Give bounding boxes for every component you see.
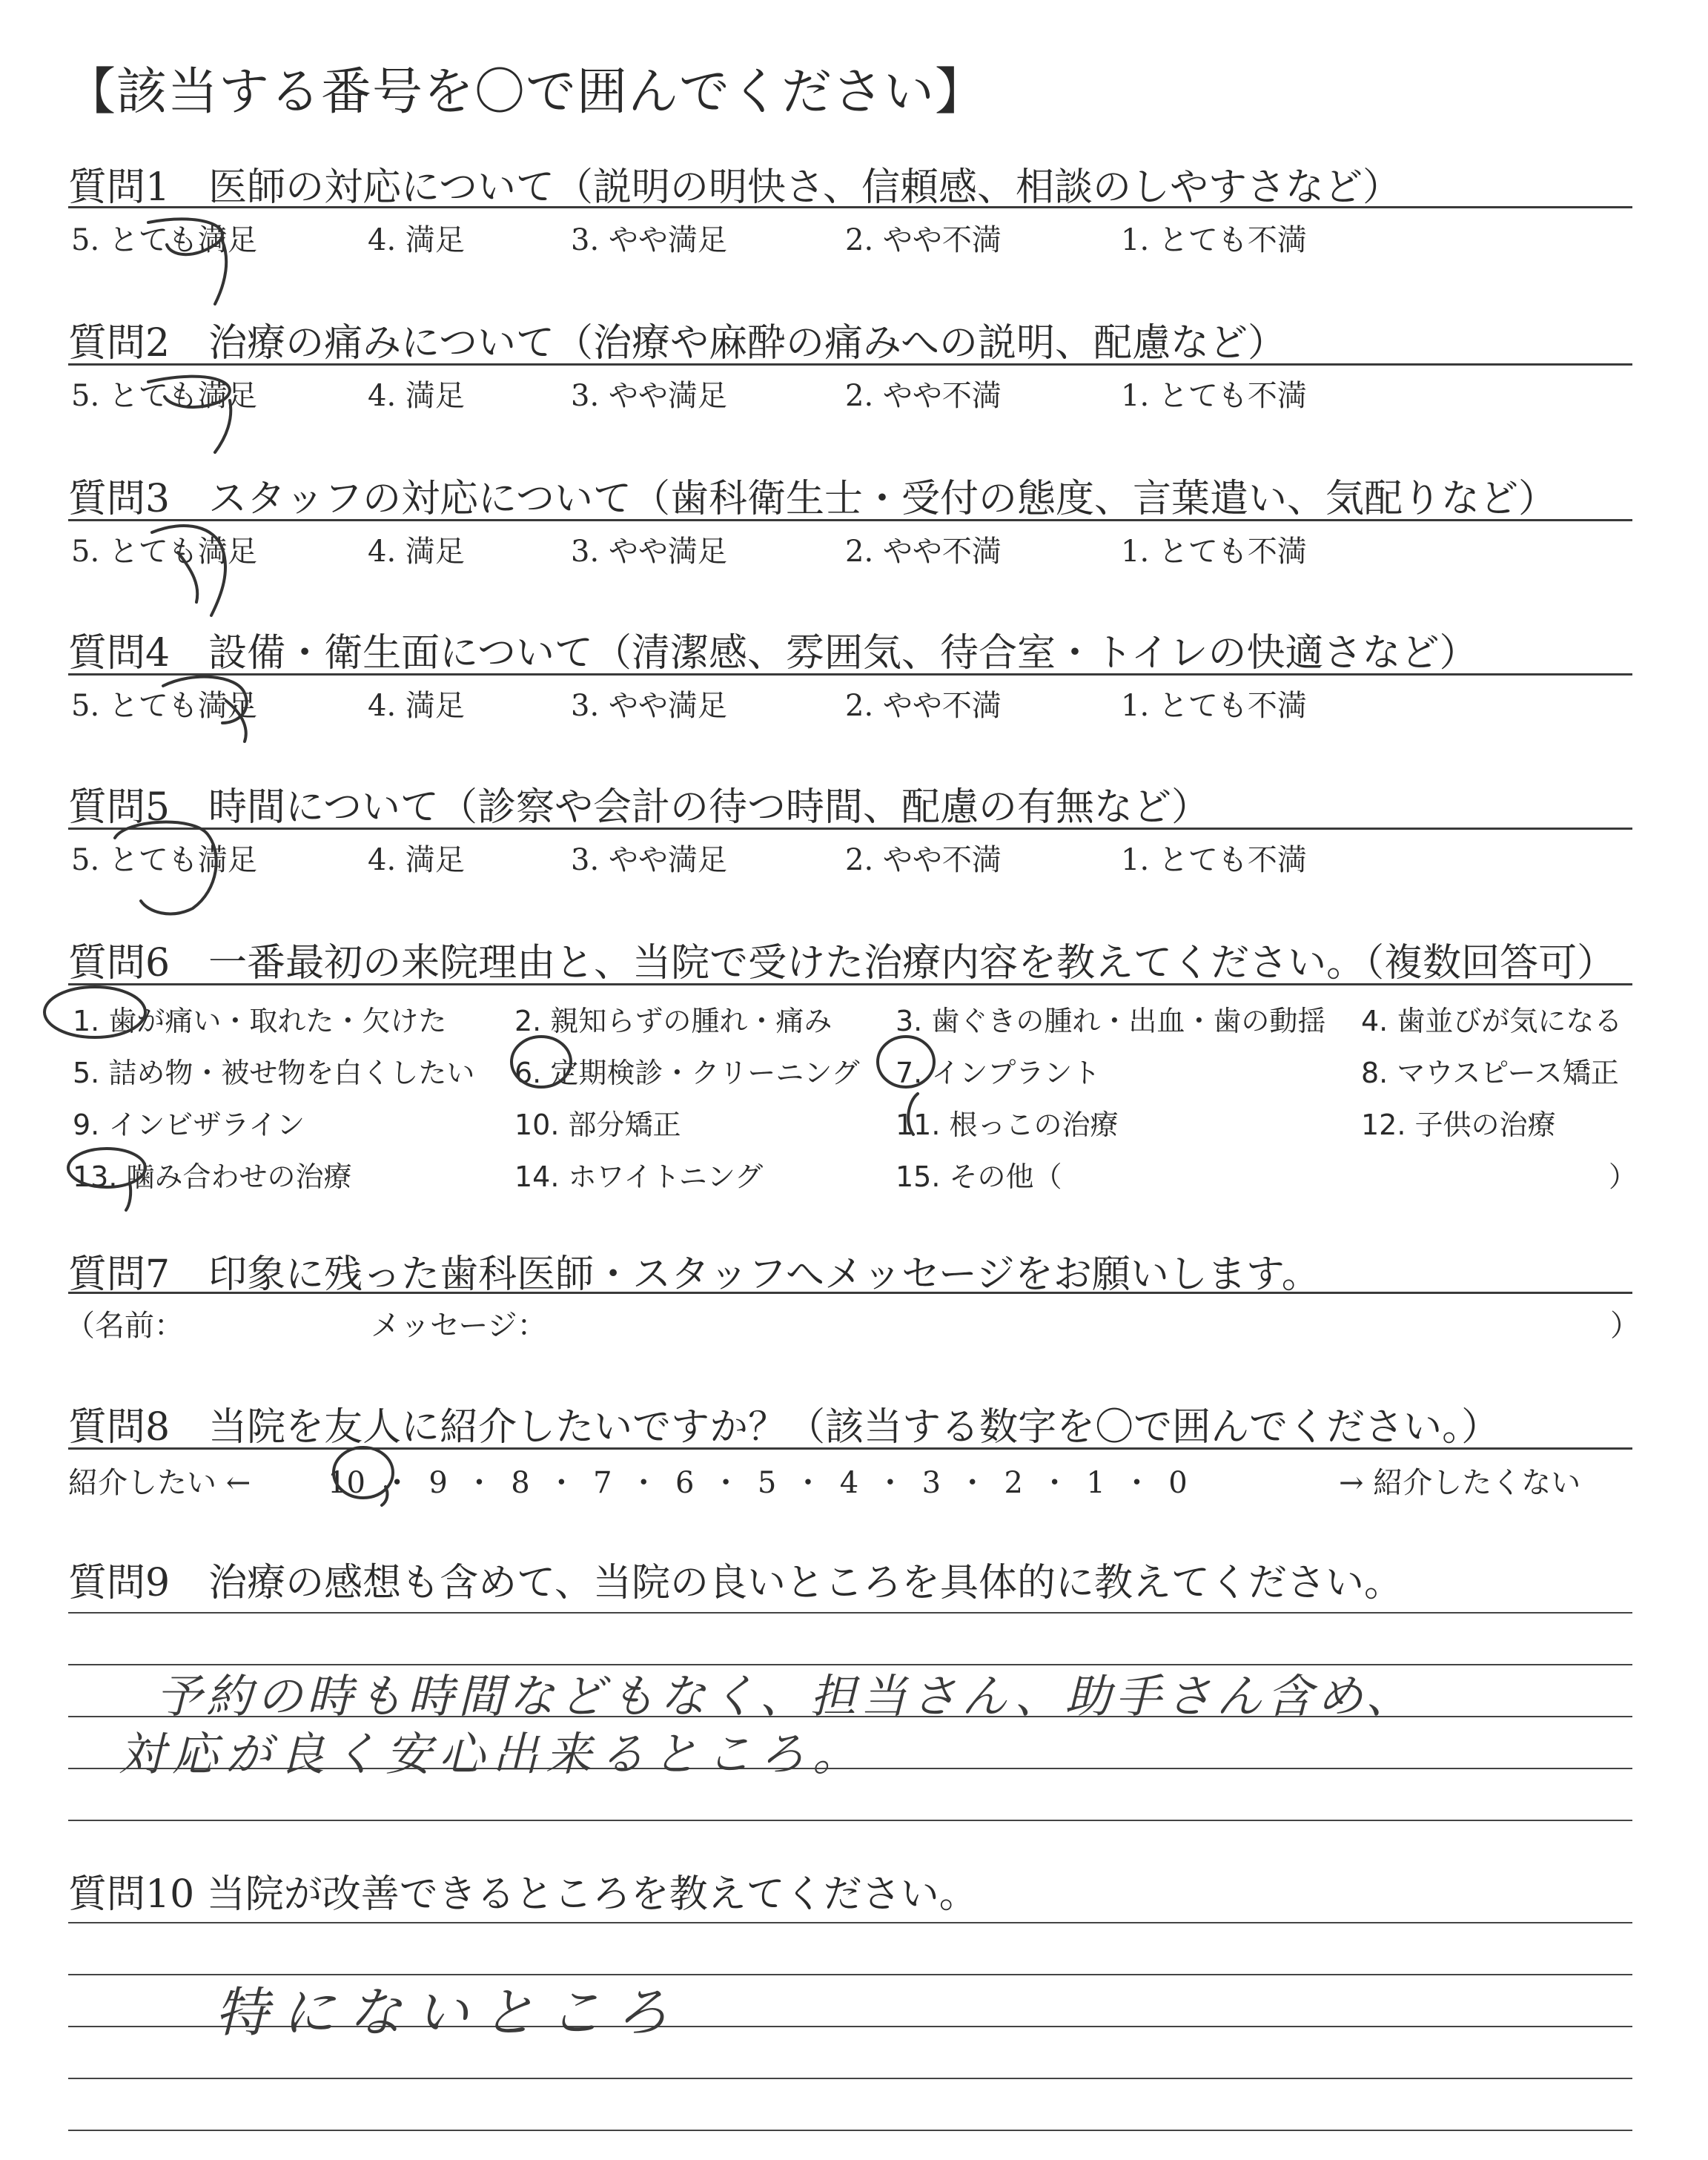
divider xyxy=(68,1447,1632,1450)
q6-option-13[interactable]: 13. 噛み合わせの治療 xyxy=(73,1160,352,1193)
q5-option-4[interactable]: 4. 満足 xyxy=(368,843,465,877)
q6-option-6[interactable]: 6. 定期検診・クリーニング xyxy=(514,1057,860,1089)
q8-scale[interactable]: 10 ・ 9 ・ 8 ・ 7 ・ 6 ・ 5 ・ 4 ・ 3 ・ 2 ・ 1 ・ 0 xyxy=(328,1466,1188,1500)
q3-option-1[interactable]: 1. とても不満 xyxy=(1121,535,1307,569)
divider xyxy=(68,206,1632,208)
q5-option-1[interactable]: 1. とても不満 xyxy=(1121,843,1307,877)
q2-option-4[interactable]: 4. 満足 xyxy=(368,379,465,413)
q6-option-5[interactable]: 5. 詰め物・被せ物を白くしたい xyxy=(73,1057,475,1089)
q3-option-2[interactable]: 2. やや不満 xyxy=(845,535,1002,569)
q7-close: ） xyxy=(1610,1309,1640,1343)
q8-right-label: → 紹介したくない xyxy=(1339,1466,1581,1500)
answer-line xyxy=(68,1820,1632,1821)
q4-option-4[interactable]: 4. 満足 xyxy=(368,689,465,723)
q1-option-2[interactable]: 2. やや不満 xyxy=(845,223,1002,257)
answer-line xyxy=(68,1922,1632,1923)
q1-option-4[interactable]: 4. 満足 xyxy=(368,223,465,257)
q4-option-3[interactable]: 3. やや満足 xyxy=(571,689,727,723)
q7-name-label: （名前： xyxy=(65,1309,184,1343)
q6-option-7[interactable]: 7. インプラント xyxy=(896,1057,1101,1089)
question-3: 質問3 スタッフの対応について（歯科衛生士・受付の態度、言葉遣い、気配りなど） xyxy=(68,477,1558,521)
q9-answer-line2: 対応が良く安心出来るところ。 xyxy=(119,1727,867,1781)
q8-left-label: 紹介したい ← xyxy=(68,1466,251,1500)
q3-option-5[interactable]: 5. とても満足 xyxy=(71,535,257,569)
q5-option-5[interactable]: 5. とても満足 xyxy=(71,843,257,877)
divider xyxy=(68,983,1632,985)
q6-option-15[interactable]: 15. その他（ xyxy=(896,1160,1062,1193)
divider xyxy=(68,828,1632,830)
q2-option-2[interactable]: 2. やや不満 xyxy=(845,379,1002,413)
question-10: 質問10 当院が改善できるところを教えてください。 xyxy=(68,1872,978,1917)
q1-option-5[interactable]: 5. とても満足 xyxy=(71,223,257,257)
q6-option-14[interactable]: 14. ホワイトニング xyxy=(514,1160,764,1193)
q4-option-5[interactable]: 5. とても満足 xyxy=(71,689,257,723)
q6-option-11[interactable]: 11. 根っこの治療 xyxy=(896,1109,1119,1141)
question-1: 質問1 医師の対応について（説明の明快さ、信頼感、相談のしやすさなど） xyxy=(68,165,1401,210)
q3-option-4[interactable]: 4. 満足 xyxy=(368,535,465,569)
q1-option-1[interactable]: 1. とても不満 xyxy=(1121,223,1307,257)
q7-message-label: メッセージ： xyxy=(371,1309,547,1343)
question-7: 質問7 印象に残った歯科医師・スタッフへメッセージをお願いします。 xyxy=(68,1252,1320,1297)
q5-option-2[interactable]: 2. やや不満 xyxy=(845,843,1002,877)
question-9: 質問9 治療の感想も含めて、当院の良いところを具体的に教えてください。 xyxy=(68,1561,1403,1605)
q6-option-1[interactable]: 1. 歯が痛い・取れた・欠けた xyxy=(73,1005,447,1037)
question-5: 質問5 時間について（診察や会計の待つ時間、配慮の有無など） xyxy=(68,785,1211,830)
q6-option-12[interactable]: 12. 子供の治療 xyxy=(1361,1109,1556,1141)
q6-option-10[interactable]: 10. 部分矯正 xyxy=(514,1109,681,1141)
question-8: 質問8 当院を友人に紹介したいですか？（該当する数字を〇で囲んでください。） xyxy=(68,1405,1500,1450)
divider xyxy=(68,519,1632,521)
q6-other-close: ） xyxy=(1609,1160,1638,1193)
q6-option-4[interactable]: 4. 歯並びが気になる xyxy=(1361,1005,1623,1037)
answer-line xyxy=(68,2078,1632,2079)
q2-option-1[interactable]: 1. とても不満 xyxy=(1121,379,1307,413)
question-6: 質問6 一番最初の来院理由と、当院で受けた治療内容を教えてください。（複数回答可） xyxy=(68,941,1616,985)
q9-answer-line1: 予約の時も時間などもなく、担当さん、助手さん含め、 xyxy=(156,1669,1417,1723)
q4-option-1[interactable]: 1. とても不満 xyxy=(1121,689,1307,723)
divider xyxy=(68,673,1632,676)
q6-option-9[interactable]: 9. インビザライン xyxy=(73,1109,305,1141)
q6-option-8[interactable]: 8. マウスピース矯正 xyxy=(1361,1057,1619,1089)
q10-answer: 特にないところ xyxy=(215,1981,683,2044)
q6-option-2[interactable]: 2. 親知らずの腫れ・痛み xyxy=(514,1005,833,1037)
q5-option-3[interactable]: 3. やや満足 xyxy=(571,843,727,877)
q1-option-3[interactable]: 3. やや満足 xyxy=(571,223,727,257)
q2-option-5[interactable]: 5. とても満足 xyxy=(71,379,257,413)
answer-line xyxy=(68,1612,1632,1614)
divider xyxy=(68,1292,1632,1294)
page-title: 【該当する番号を〇で囲んでください】 xyxy=(65,63,987,122)
q4-option-2[interactable]: 2. やや不満 xyxy=(845,689,1002,723)
divider xyxy=(68,363,1632,366)
answer-line xyxy=(68,2130,1632,2131)
question-4: 質問4 設備・衛生面について（清潔感、雰囲気、待合室・トイレの快適さなど） xyxy=(68,631,1478,676)
q2-option-3[interactable]: 3. やや満足 xyxy=(571,379,727,413)
q6-option-3[interactable]: 3. 歯ぐきの腫れ・出血・歯の動揺 xyxy=(896,1005,1326,1037)
question-2: 質問2 治療の痛みについて（治療や麻酔の痛みへの説明、配慮など） xyxy=(68,321,1287,366)
q3-option-3[interactable]: 3. やや満足 xyxy=(571,535,727,569)
